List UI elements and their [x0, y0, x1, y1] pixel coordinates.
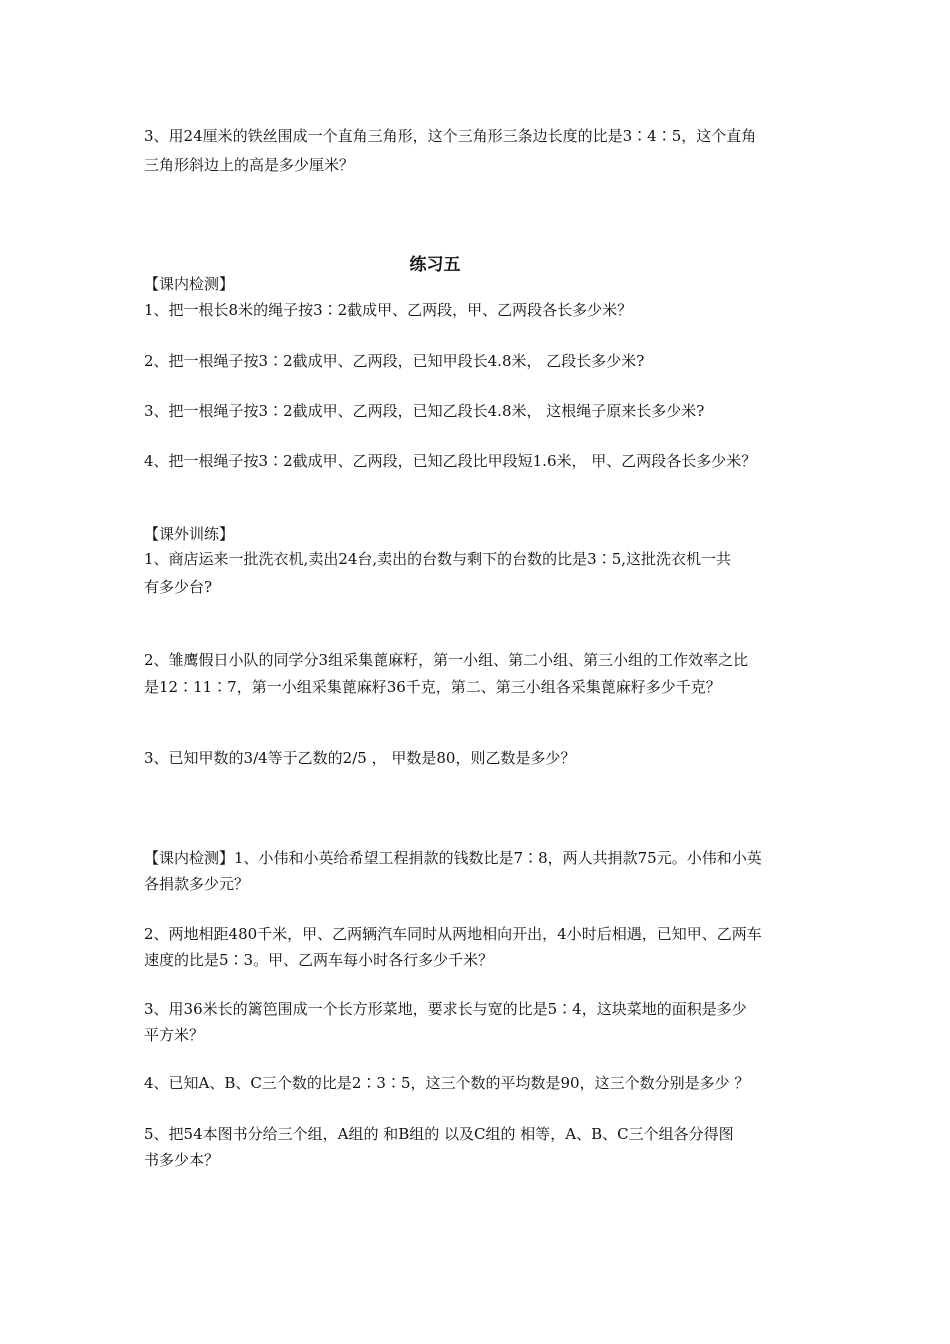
in-class-question-2: 2、把一根绳子按3∶2截成甲、乙两段，已知甲段长4.8米， 乙段长多少米? [144, 352, 645, 370]
in-class-2-question-2-line-1: 2、两地相距480千米，甲、乙两辆汽车同时从两地相向开出，4小时后相遇，已知甲、乙两车 [144, 925, 762, 943]
in-class-2-question-1-line-1: 【课内检测】1、小伟和小英给希望工程捐款的钱数比是7∶8，两人共捐款75元。小伟和小英 [144, 849, 762, 867]
in-class-question-3: 3、把一根绳子按3∶2截成甲、乙两段，已知乙段长4.8米， 这根绳子原来长多少米? [144, 402, 705, 420]
in-class-question-4: 4、把一根绳子按3∶2截成甲、乙两段，已知乙段比甲段短1.6米， 甲、乙两段各长多少米？ [144, 452, 757, 470]
in-class-2-question-2-line-2: 速度的比是5∶3。甲、乙两车每小时各行多少千米？ [144, 951, 494, 969]
in-class-2-question-3-line-2: 平方米？ [144, 1026, 205, 1044]
after-class-header: 【课外训练】 [144, 525, 235, 543]
in-class-2-question-1-line-2: 各捐款多少元？ [144, 875, 250, 893]
in-class-2-question-4: 4、已知A、B、C三个数的比是2∶3∶5，这三个数的平均数是90，这三个数分别是多少 ？ [144, 1074, 750, 1092]
after-class-question-1-line-1: 1、商店运来一批洗衣机,卖出24台,卖出的台数与剩下的台数的比是3∶5,这批洗衣机一共 [144, 550, 732, 568]
in-class-header: 【课内检测】 [144, 275, 235, 293]
after-class-question-3: 3、已知甲数的3/4等于乙数的2/5 ， 甲数是80，则乙数是多少？ [144, 749, 576, 767]
in-class-question-1: 1、把一根长8米的绳子按3∶2截成甲、乙两段，甲、乙两段各长多少米？ [144, 301, 633, 319]
exercise-title: 练习五 [409, 255, 461, 275]
after-class-question-2-line-2: 是12∶11∶7，第一小组采集蓖麻籽36千克，第二、第三小组各采集蓖麻籽多少千克？ [144, 678, 721, 696]
problem-3-line-1: 3、用24厘米的铁丝围成一个直角三角形，这个三角形三条边长度的比是3∶4∶5，这个直角 [144, 127, 757, 145]
in-class-2-question-3-line-1: 3、用36米长的篱笆围成一个长方形菜地，要求长与宽的比是5∶4，这块菜地的面积是多少 [144, 1000, 747, 1018]
in-class-2-question-5-line-2: 书多少本？ [144, 1151, 220, 1169]
in-class-2-question-5-line-1: 5、把54本图书分给三个组，A组的 和B组的 以及C组的 相等，A、B、C三个组各分得图 [144, 1125, 734, 1143]
after-class-question-2-line-1: 2、雏鹰假日小队的同学分3组采集蓖麻籽，第一小组、第二小组、第三小组的工作效率之比 [144, 651, 749, 669]
problem-3-line-2: 三角形斜边上的高是多少厘米？ [144, 156, 355, 174]
after-class-question-1-line-2: 有多少台? [144, 578, 213, 596]
